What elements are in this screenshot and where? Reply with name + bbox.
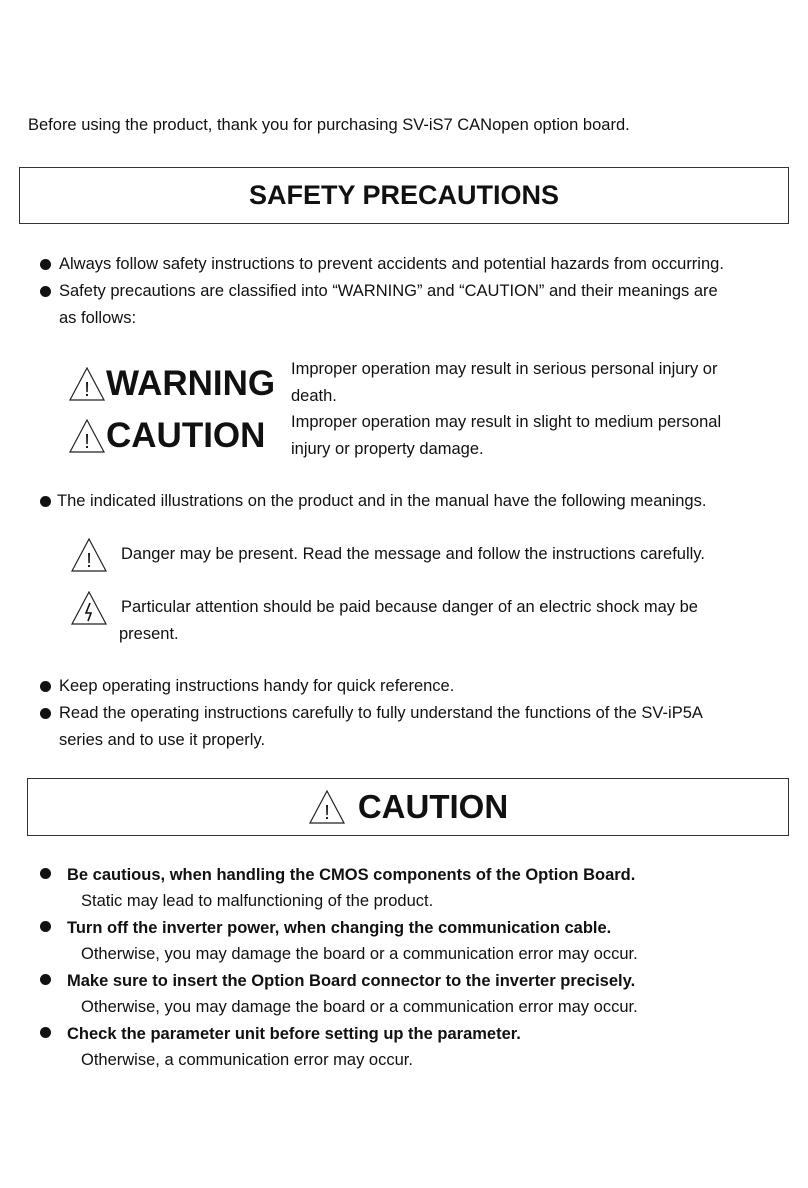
safety-bullet-1: Always follow safety instructions to prevent accidents and potential hazards from occurring. bbox=[59, 255, 724, 273]
caution-header bbox=[27, 778, 789, 836]
warning-label: WARNING bbox=[106, 364, 276, 403]
bullet-icon bbox=[40, 868, 51, 879]
svg-text:!: ! bbox=[86, 550, 92, 572]
illustrations-intro: The indicated illustrations on the product and in the manual have the following meanings. bbox=[57, 492, 707, 510]
bullet-icon bbox=[40, 921, 51, 932]
bullet-icon bbox=[40, 1027, 51, 1038]
svg-text:!: ! bbox=[324, 802, 330, 824]
safety-bullet-2-line2: as follows: bbox=[59, 309, 137, 327]
svg-text:!: ! bbox=[84, 379, 90, 401]
caution-item-detail: Otherwise, you may damage the board or a communication error may occur. bbox=[81, 945, 638, 963]
electric-shock-triangle-icon bbox=[71, 591, 107, 625]
intro-text: Before using the product, thank you for purchasing SV-iS7 CANopen option board. bbox=[28, 116, 630, 134]
shock-desc-line2: present. bbox=[119, 625, 179, 643]
caution-item-title: Turn off the inverter power, when changing the communication cable. bbox=[67, 919, 612, 937]
caution-item-title: Make sure to insert the Option Board connector to the inverter precisely. bbox=[67, 972, 636, 990]
safety-precautions-title: SAFETY PRECAUTIONS bbox=[248, 180, 560, 210]
warning-desc-line2: death. bbox=[291, 387, 337, 405]
bullet-icon bbox=[40, 974, 51, 985]
bullet-icon bbox=[40, 259, 51, 270]
more-bullet-2-line1: Read the operating instructions carefully to fully understand the functions of the SV-iP5A bbox=[59, 704, 703, 722]
caution-item-title: Be cautious, when handling the CMOS components of the Option Board. bbox=[67, 866, 636, 884]
bullet-icon bbox=[40, 496, 51, 507]
more-bullet-1: Keep operating instructions handy for quick reference. bbox=[59, 677, 455, 695]
caution-label: CAUTION bbox=[106, 416, 266, 455]
caution-item-title: Check the parameter unit before setting up the parameter. bbox=[67, 1025, 521, 1043]
safety-precautions-header bbox=[19, 167, 789, 224]
warning-triangle-icon bbox=[69, 367, 105, 401]
safety-bullet-2-line1: Safety precautions are classified into “WARNING” and “CAUTION” and their meanings are bbox=[59, 282, 718, 300]
caution-header-title: CAUTION bbox=[357, 788, 509, 825]
caution-item-detail: Static may lead to malfunctioning of the product. bbox=[81, 892, 434, 910]
bullet-icon bbox=[40, 708, 51, 719]
bullet-icon bbox=[40, 286, 51, 297]
caution-header-triangle-icon bbox=[308, 790, 346, 824]
bullet-icon bbox=[40, 681, 51, 692]
svg-text:!: ! bbox=[84, 431, 90, 453]
caution-desc-line1: Improper operation may result in slight to medium personal bbox=[291, 413, 722, 431]
more-bullet-2-line2: series and to use it properly. bbox=[59, 731, 266, 749]
caution-item-detail: Otherwise, you may damage the board or a communication error may occur. bbox=[81, 998, 638, 1016]
caution-item-detail: Otherwise, a communication error may occur. bbox=[81, 1051, 413, 1069]
warning-desc-line1: Improper operation may result in serious personal injury or bbox=[291, 360, 718, 378]
danger-triangle-icon bbox=[71, 538, 107, 572]
caution-triangle-icon bbox=[69, 419, 105, 453]
danger-desc: Danger may be present. Read the message and follow the instructions carefully. bbox=[121, 545, 705, 563]
caution-desc-line2: injury or property damage. bbox=[291, 440, 484, 458]
shock-desc-line1: Particular attention should be paid because danger of an electric shock may be bbox=[121, 598, 698, 616]
